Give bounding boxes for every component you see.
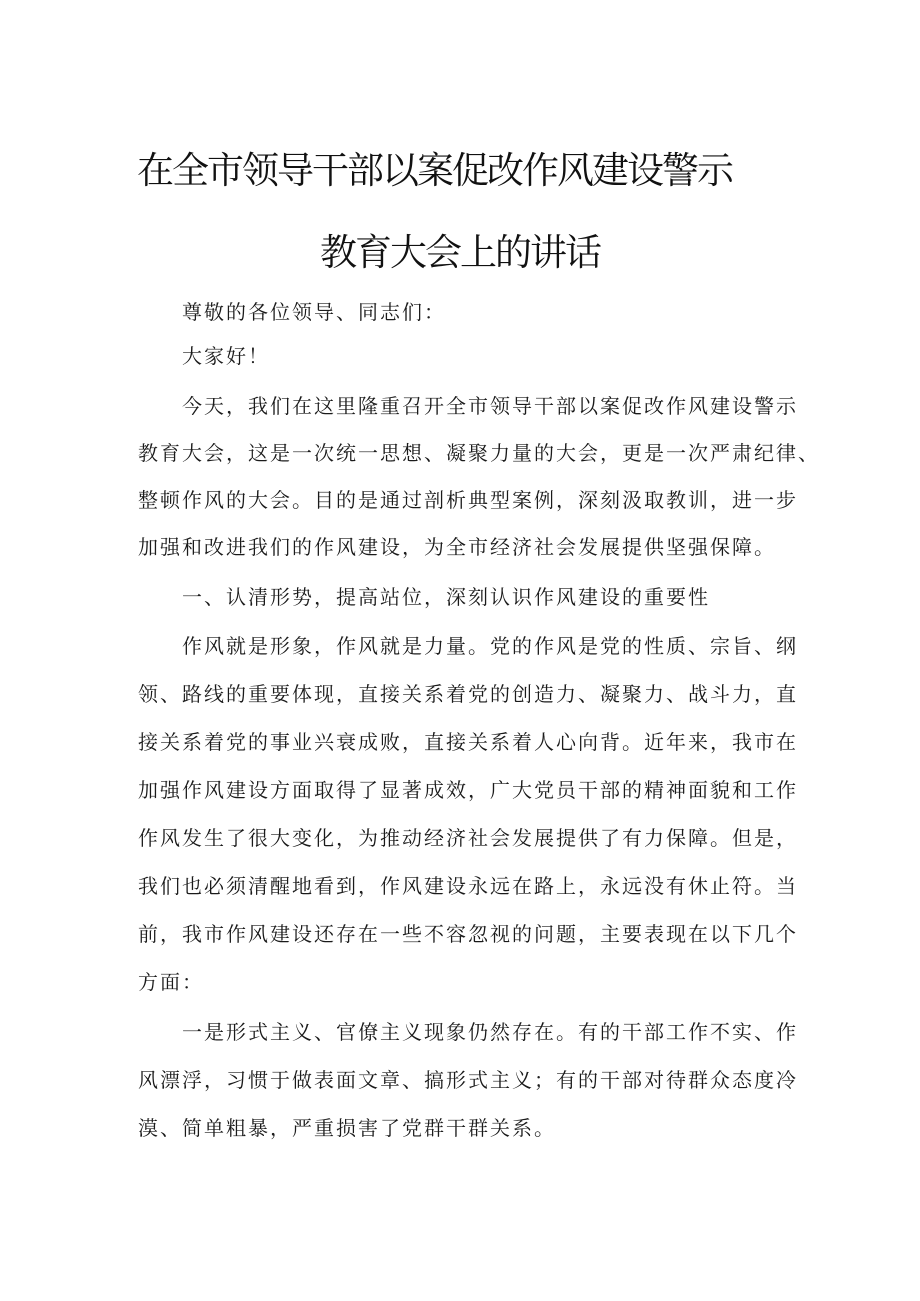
paragraph-line: 作风发生了很大变化，为推动经济社会发展提供了有力保障。但是， xyxy=(138,826,798,850)
section-heading: 一、认清形势，提高站位，深刻认识作风建设的重要性 xyxy=(182,585,710,609)
paragraph-line: 我们也必须清醒地看到，作风建设永远在路上，永远没有休止符。当 xyxy=(138,874,798,898)
paragraph-line: 今天，我们在这里隆重召开全市领导干部以案促改作风建设警示 xyxy=(182,394,798,418)
paragraph-line: 接关系着党的事业兴衰成败，直接关系着人心向背。近年来，我市在 xyxy=(138,730,798,754)
paragraph-line: 前，我市作风建设还存在一些不容忽视的问题，主要表现在以下几个 xyxy=(138,922,798,946)
paragraph-line: 加强作风建设方面取得了显著成效，广大党员干部的精神面貌和工作 xyxy=(138,778,798,802)
paragraph-line: 整顿作风的大会。目的是通过剖析典型案例，深刻汲取教训，进一步 xyxy=(138,488,798,512)
paragraph-line: 一是形式主义、官僚主义现象仍然存在。有的干部工作不实、作 xyxy=(182,1020,798,1044)
paragraph-line: 教育大会，这是一次统一思想、凝聚力量的大会，更是一次严肃纪律、 xyxy=(138,441,820,465)
paragraph-line: 加强和改进我们的作风建设，为全市经济社会发展提供坚强保障。 xyxy=(138,535,776,559)
paragraph-line: 方面： xyxy=(138,970,204,994)
paragraph-line: 作风就是形象，作风就是力量。党的作风是党的性质、宗旨、纲 xyxy=(182,634,798,658)
document-title-line-1: 在全市领导干部以案促改作风建设警示 xyxy=(137,149,732,192)
salutation: 尊敬的各位领导、同志们： xyxy=(182,300,446,324)
paragraph-line: 风漂浮，习惯于做表面文章、搞形式主义；有的干部对待群众态度冷 xyxy=(138,1068,798,1092)
paragraph-line: 漠、简单粗暴，严重损害了党群干群关系。 xyxy=(138,1116,556,1140)
paragraph-line: 领、路线的重要体现，直接关系着党的创造力、凝聚力、战斗力，直 xyxy=(138,682,798,706)
greeting: 大家好！ xyxy=(182,344,270,368)
document-title-line-2: 教育大会上的讲话 xyxy=(320,231,600,274)
